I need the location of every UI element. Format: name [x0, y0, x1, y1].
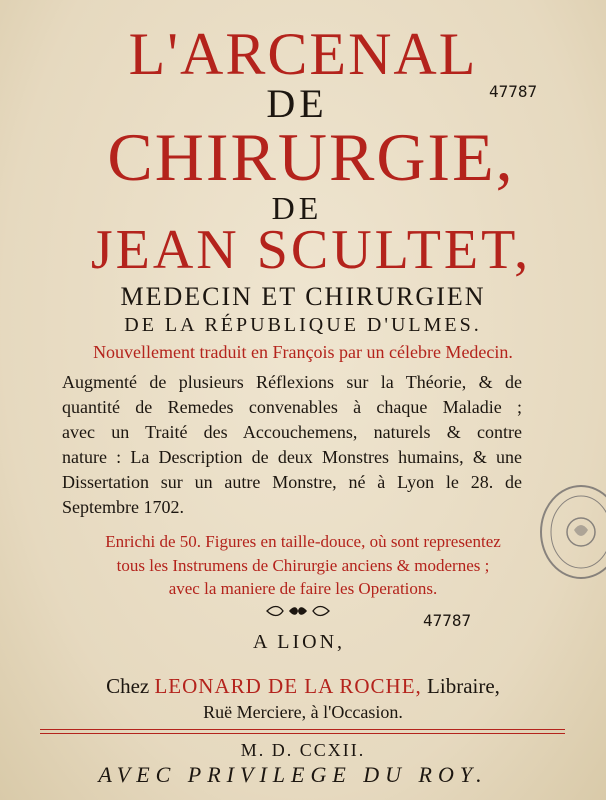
shelfmark-top: 47787 [489, 82, 538, 101]
author-title: MEDECIN ET CHIRURGIEN [120, 282, 486, 311]
title-arcenal: L'ARCENAL [128, 21, 478, 87]
description-line: Augmenté de plusieurs Réflexions sur la Théorie, & de [62, 372, 522, 392]
royal-privilege: AVEC PRIVILEGE DU ROY. [98, 762, 488, 787]
publisher-name: LEONARD DE LA ROCHE, [154, 674, 422, 698]
title-de-2: DE [271, 190, 323, 226]
description-line: avec un Traité des Accouchemens, naturels & contre [62, 422, 522, 442]
author-origin: DE LA RÉPUBLIQUE D'ULMES. [124, 314, 482, 336]
publisher-address: Ruë Merciere, à l'Occasion. [203, 702, 403, 722]
figures-note-line: tous les Instrumens de Chirurgie anciens & modernes ; [116, 556, 490, 575]
title-chirurgie: CHIRURGIE, [107, 119, 515, 195]
description-line: Dissertation sur un autre Monstre, né à Lyon le 28. de [62, 472, 522, 492]
publisher-line [0, 674, 606, 699]
rule-divider [40, 733, 565, 734]
rule-divider [40, 729, 565, 730]
publication-date: M. D. CCXII. [240, 740, 366, 760]
description-line: nature : La Description de deux Monstres humains, & une [62, 447, 522, 467]
description-line: quantité de Remedes convenables à chaque Maladie ; [62, 397, 522, 417]
library-stamp-icon [536, 482, 606, 582]
place-of-publication: A LION, [252, 631, 346, 653]
figures-note-line: Enrichi de 50. Figures en taille-douce, où sont representez [105, 532, 501, 551]
shelfmark-bottom: 47787 [423, 611, 472, 630]
translation-note: Nouvellement traduit en François par un célebre Medecin. [93, 342, 513, 362]
publisher-prefix: Chez [106, 674, 150, 698]
figures-note-line: avec la maniere de faire les Operations. [168, 579, 438, 598]
author-name: JEAN SCULTET, [90, 219, 532, 281]
title-de-1: DE [266, 81, 328, 126]
description-paragraph [62, 370, 522, 520]
publisher-suffix: Libraire, [427, 674, 500, 698]
fleuron-ornament-icon [263, 604, 333, 618]
description-line: Septembre 1702. [62, 497, 184, 517]
